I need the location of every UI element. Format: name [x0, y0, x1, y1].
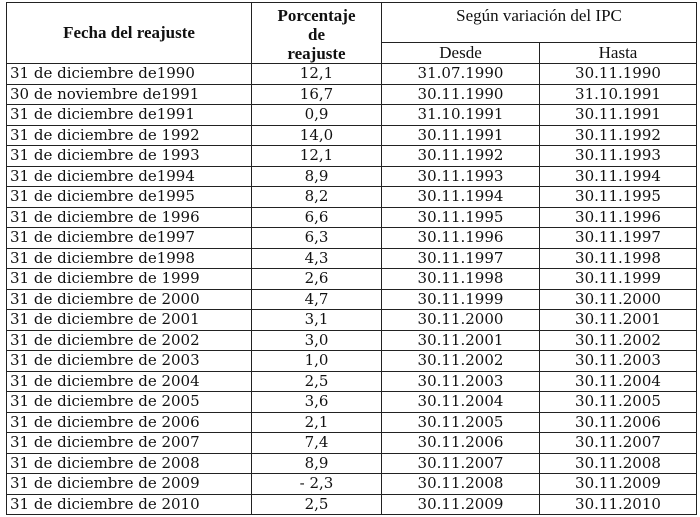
header-porcentaje-line-2: de	[308, 24, 325, 44]
cell-fecha: 31 de diciembre de 2000	[7, 289, 252, 310]
cell-porcentaje: 3,1	[252, 310, 382, 331]
table-row	[7, 412, 697, 433]
cell-porcentaje: 7,4	[252, 433, 382, 454]
cell-desde: 30.11.1995	[382, 207, 540, 228]
header-porcentaje-line-1: Porcentaje	[277, 5, 356, 25]
header-porcentaje-line-3: reajuste	[287, 43, 346, 63]
cell-fecha: 31 de diciembre de 2008	[7, 453, 252, 474]
table-body	[7, 64, 697, 515]
cell-desde: 30.11.1996	[382, 228, 540, 249]
cell-hasta: 30.11.2005	[540, 392, 697, 413]
table-row	[7, 494, 697, 515]
cell-hasta: 30.11.1993	[540, 146, 697, 167]
cell-fecha: 30 de noviembre de1991	[7, 84, 252, 105]
table-row	[7, 269, 697, 290]
table-row	[7, 166, 697, 187]
cell-fecha: 31 de diciembre de 2005	[7, 392, 252, 413]
cell-desde: 30.11.2007	[382, 453, 540, 474]
cell-fecha: 31 de diciembre de1991	[7, 105, 252, 126]
cell-fecha: 31 de diciembre de 2007	[7, 433, 252, 454]
cell-hasta: 30.11.2003	[540, 351, 697, 372]
table-row	[7, 187, 697, 208]
cell-fecha: 31 de diciembre de 1996	[7, 207, 252, 228]
cell-hasta: 30.11.2006	[540, 412, 697, 433]
cell-fecha: 31 de diciembre de1994	[7, 166, 252, 187]
cell-hasta: 30.11.1995	[540, 187, 697, 208]
cell-porcentaje: 3,6	[252, 392, 382, 413]
cell-desde: 30.11.1993	[382, 166, 540, 187]
header-fecha: Fecha del reajuste	[7, 3, 252, 64]
cell-hasta: 30.11.2010	[540, 494, 697, 515]
cell-hasta: 30.11.1992	[540, 125, 697, 146]
cell-porcentaje: 6,3	[252, 228, 382, 249]
cell-fecha: 31 de diciembre de 2006	[7, 412, 252, 433]
cell-porcentaje: 8,9	[252, 166, 382, 187]
cell-desde: 30.11.2003	[382, 371, 540, 392]
cell-hasta: 30.11.2002	[540, 330, 697, 351]
cell-fecha: 31 de diciembre de 2001	[7, 310, 252, 331]
cell-hasta: 30.11.2000	[540, 289, 697, 310]
table-row	[7, 105, 697, 126]
cell-porcentaje: 8,2	[252, 187, 382, 208]
cell-fecha: 31 de diciembre de 1992	[7, 125, 252, 146]
cell-hasta: 31.10.1991	[540, 84, 697, 105]
cell-desde: 31.07.1990	[382, 64, 540, 85]
cell-desde: 30.11.1994	[382, 187, 540, 208]
table-row	[7, 125, 697, 146]
cell-porcentaje: 3,0	[252, 330, 382, 351]
table-row	[7, 64, 697, 85]
cell-hasta: 30.11.1994	[540, 166, 697, 187]
cell-desde: 30.11.2002	[382, 351, 540, 372]
cell-desde: 30.11.2005	[382, 412, 540, 433]
cell-hasta: 30.11.1998	[540, 248, 697, 269]
table-row	[7, 330, 697, 351]
cell-desde: 30.11.2004	[382, 392, 540, 413]
cell-porcentaje: 16,7	[252, 84, 382, 105]
cell-hasta: 30.11.1999	[540, 269, 697, 290]
table-row	[7, 228, 697, 249]
cell-hasta: 30.11.1996	[540, 207, 697, 228]
table-row	[7, 351, 697, 372]
cell-desde: 30.11.2008	[382, 474, 540, 495]
cell-porcentaje: 1,0	[252, 351, 382, 372]
cell-porcentaje: 12,1	[252, 146, 382, 167]
document-page	[6, 2, 697, 515]
table-row	[7, 248, 697, 269]
cell-hasta: 30.11.2009	[540, 474, 697, 495]
cell-fecha: 31 de diciembre de 2004	[7, 371, 252, 392]
cell-porcentaje: 4,3	[252, 248, 382, 269]
table-row	[7, 392, 697, 413]
header-ipc: Según variación del IPC	[382, 3, 697, 43]
cell-fecha: 31 de diciembre de 1993	[7, 146, 252, 167]
table-row	[7, 207, 697, 228]
table-header	[7, 3, 697, 64]
cell-hasta: 30.11.1991	[540, 105, 697, 126]
cell-desde: 30.11.1992	[382, 146, 540, 167]
cell-porcentaje: 12,1	[252, 64, 382, 85]
cell-desde: 30.11.2009	[382, 494, 540, 515]
cell-porcentaje: 4,7	[252, 289, 382, 310]
cell-hasta: 30.11.2008	[540, 453, 697, 474]
cell-porcentaje: 2,6	[252, 269, 382, 290]
cell-fecha: 31 de diciembre de 2010	[7, 494, 252, 515]
cell-porcentaje: 0,9	[252, 105, 382, 126]
cell-desde: 30.11.1999	[382, 289, 540, 310]
header-porcentaje	[252, 3, 382, 64]
table-row	[7, 146, 697, 167]
cell-hasta: 30.11.1990	[540, 64, 697, 85]
cell-hasta: 30.11.2004	[540, 371, 697, 392]
cell-desde: 30.11.1998	[382, 269, 540, 290]
cell-porcentaje: - 2,3	[252, 474, 382, 495]
cell-desde: 30.11.2001	[382, 330, 540, 351]
table-row	[7, 289, 697, 310]
cell-fecha: 31 de diciembre de 2009	[7, 474, 252, 495]
cell-fecha: 31 de diciembre de 2003	[7, 351, 252, 372]
table-row	[7, 84, 697, 105]
cell-fecha: 31 de diciembre de1997	[7, 228, 252, 249]
cell-porcentaje: 2,1	[252, 412, 382, 433]
cell-desde: 30.11.1990	[382, 84, 540, 105]
cell-fecha: 31 de diciembre de1998	[7, 248, 252, 269]
cell-fecha: 31 de diciembre de 2002	[7, 330, 252, 351]
table-row	[7, 474, 697, 495]
cell-porcentaje: 6,6	[252, 207, 382, 228]
cell-fecha: 31 de diciembre de1995	[7, 187, 252, 208]
cell-desde: 30.11.1997	[382, 248, 540, 269]
table-row	[7, 310, 697, 331]
cell-desde: 30.11.2000	[382, 310, 540, 331]
cell-porcentaje: 2,5	[252, 371, 382, 392]
cell-fecha: 31 de diciembre de 1999	[7, 269, 252, 290]
table-row	[7, 433, 697, 454]
cell-hasta: 30.11.1997	[540, 228, 697, 249]
cell-hasta: 30.11.2001	[540, 310, 697, 331]
header-hasta: Hasta	[540, 43, 697, 64]
header-desde: Desde	[382, 43, 540, 64]
cell-desde: 30.11.1991	[382, 125, 540, 146]
cell-porcentaje: 2,5	[252, 494, 382, 515]
cell-porcentaje: 8,9	[252, 453, 382, 474]
cell-desde: 30.11.2006	[382, 433, 540, 454]
table-row	[7, 453, 697, 474]
cell-desde: 31.10.1991	[382, 105, 540, 126]
table-row	[7, 371, 697, 392]
cell-fecha: 31 de diciembre de1990	[7, 64, 252, 85]
cell-porcentaje: 14,0	[252, 125, 382, 146]
reajuste-table	[6, 2, 697, 515]
cell-hasta: 30.11.2007	[540, 433, 697, 454]
